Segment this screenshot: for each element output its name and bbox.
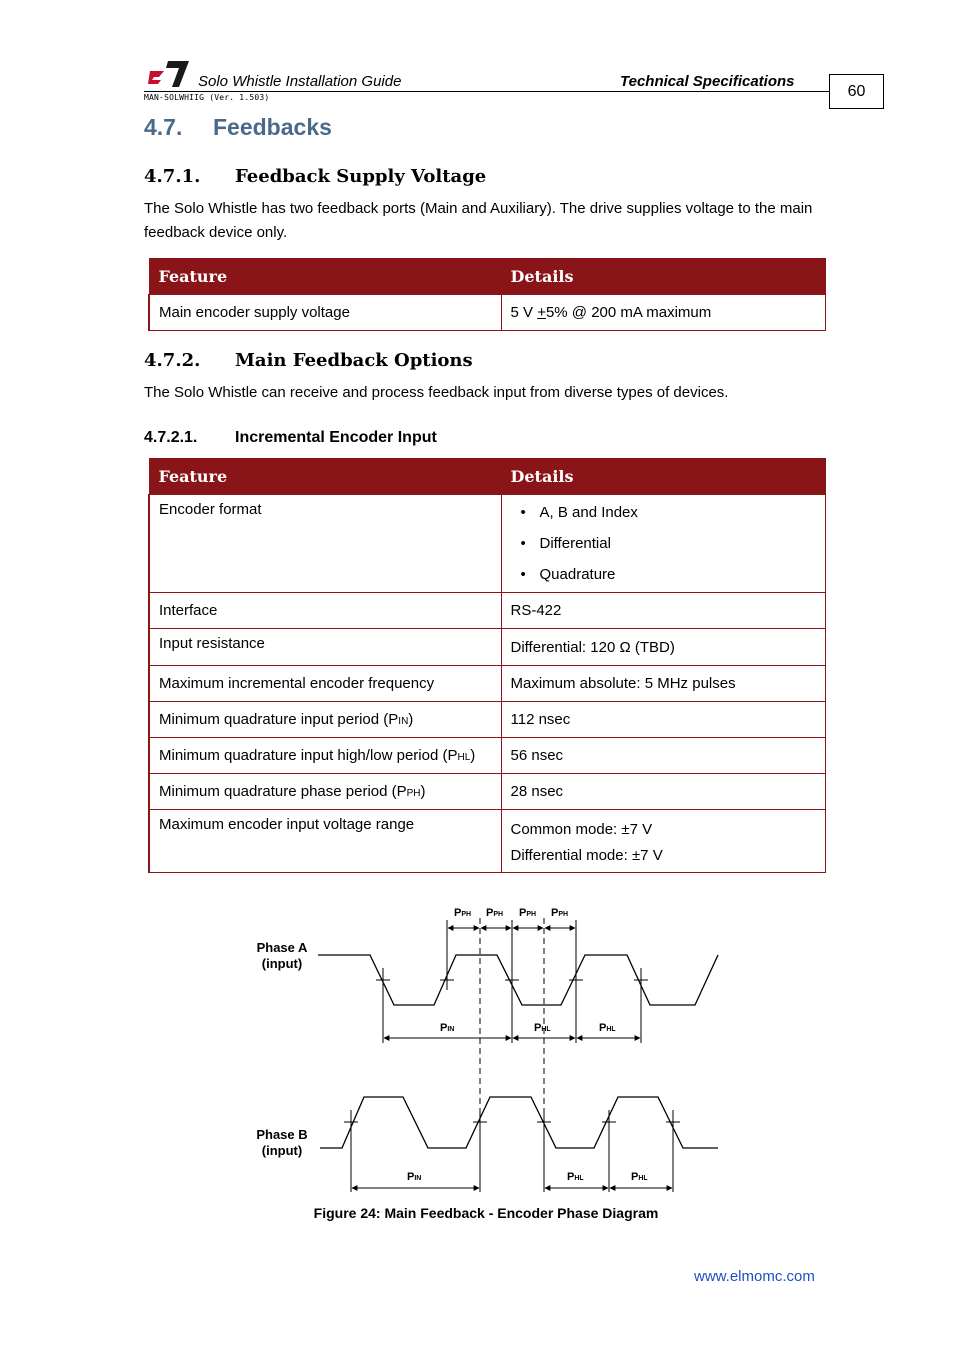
table-row xyxy=(149,629,826,666)
page-number: 60 xyxy=(829,74,884,109)
phase-a-sublabel: (input) xyxy=(261,956,303,971)
feature-text: Minimum quadrature input period (P xyxy=(159,711,399,728)
phl-label: PHL xyxy=(631,1171,648,1183)
subsection-heading-2 xyxy=(144,350,473,371)
figure-caption: Figure 24: Main Feedback - Encoder Phase Diagram xyxy=(313,1205,659,1221)
subsubsection-title: Incremental Encoder Input xyxy=(235,429,437,446)
supply-voltage-table xyxy=(148,258,826,331)
doc-code: MAN-SOLWHIIG (Ver. 1.503) xyxy=(144,93,270,102)
encoder-format-list xyxy=(511,497,817,590)
feature-text: ) xyxy=(408,711,414,728)
pph-label: PPH xyxy=(454,907,472,919)
details-text: 5 V xyxy=(510,304,538,321)
table-row xyxy=(149,666,826,702)
pph-label: PPH xyxy=(519,907,537,919)
encoder-phase-diagram xyxy=(0,890,954,1200)
table-header-feature: Feature xyxy=(149,259,501,295)
table-header-details: Details xyxy=(501,259,826,295)
doc-title: Solo Whistle Installation Guide xyxy=(198,73,402,90)
table-header-details: Details xyxy=(501,459,826,495)
list-item: • A, B and Index xyxy=(511,497,817,528)
details-text: 5% @ 200 mA maximum xyxy=(545,304,712,321)
header-rule xyxy=(144,91,829,92)
subsection-text-2: The Solo Whistle can receive and process feedback input from diverse types of devices. xyxy=(144,384,729,401)
table-header-row xyxy=(149,259,826,295)
table-cell-feature: Input resistance xyxy=(149,629,501,666)
phase-b-waveform xyxy=(320,1097,718,1148)
table-cell-feature xyxy=(149,774,501,810)
section-title: Feedbacks xyxy=(213,114,332,140)
table-cell-details xyxy=(501,295,826,331)
subscript: PH xyxy=(406,788,421,799)
list-item: • Quadrature xyxy=(511,559,817,590)
details-line: Differential mode: ±7 V xyxy=(510,847,663,864)
pph-label: PPH xyxy=(551,907,569,919)
subscript: IN xyxy=(398,716,409,727)
table-cell-feature: Interface xyxy=(149,593,501,629)
phl-label: PHL xyxy=(599,1022,616,1034)
subscript: HL xyxy=(457,752,471,763)
subsection-title-1: Feedback Supply Voltage xyxy=(235,166,487,187)
table-header-row xyxy=(149,459,826,495)
table-header-feature: Feature xyxy=(149,459,501,495)
table-cell-feature: Maximum encoder input voltage range xyxy=(149,810,501,873)
table-cell-feature xyxy=(149,702,501,738)
header-section-title: Technical Specifications xyxy=(620,73,795,90)
section-number: 4.7. xyxy=(144,114,183,140)
subsection-heading-1 xyxy=(144,166,486,187)
pin-label: PIN xyxy=(440,1022,455,1034)
subsubsection-number: 4.7.2.1. xyxy=(144,429,198,446)
table-row xyxy=(149,702,826,738)
table-cell-details: RS-422 xyxy=(501,593,826,629)
plus-minus-sign: + xyxy=(537,304,546,321)
phase-b-label: Phase B xyxy=(256,1127,308,1142)
feature-text: ) xyxy=(420,783,426,800)
table-cell-feature: Main encoder supply voltage xyxy=(149,295,501,331)
feature-text: Minimum quadrature input high/low period (P xyxy=(159,747,458,764)
table-cell-details xyxy=(501,810,826,873)
incremental-encoder-table xyxy=(148,458,826,873)
table-row xyxy=(149,295,826,331)
subsection-number-2: 4.7.2. xyxy=(144,350,201,371)
subsection-text-1: The Solo Whistle has two feedback ports (Main and Auxiliary). The drive supplies voltage to the main feedback device only. xyxy=(144,200,813,241)
table-cell-details: 56 nsec xyxy=(501,738,826,774)
elmo-logo xyxy=(148,57,190,89)
table-row xyxy=(149,810,826,873)
table-row xyxy=(149,738,826,774)
table-cell-details: Differential: 120 Ω (TBD) xyxy=(501,629,826,666)
list-item: • Differential xyxy=(511,528,817,559)
table-row xyxy=(149,774,826,810)
website-link[interactable]: www.elmomc.com xyxy=(694,1268,815,1285)
phl-label: PHL xyxy=(534,1022,551,1034)
subsection-title-2: Main Feedback Options xyxy=(235,350,473,371)
table-row xyxy=(149,495,826,593)
details-line: Common mode: ±7 V xyxy=(510,821,653,838)
table-cell-details: 112 nsec xyxy=(501,702,826,738)
phase-b-sublabel: (input) xyxy=(261,1143,303,1158)
phase-a-label: Phase A xyxy=(256,940,308,955)
pin-label: PIN xyxy=(407,1171,422,1183)
table-row xyxy=(149,593,826,629)
table-cell-details xyxy=(501,495,826,593)
phl-label: PHL xyxy=(567,1171,584,1183)
table-cell-feature xyxy=(149,738,501,774)
table-cell-details: 28 nsec xyxy=(501,774,826,810)
subsection-number-1: 4.7.1. xyxy=(144,166,201,187)
table-cell-feature: Encoder format xyxy=(149,495,501,593)
table-cell-details: Maximum absolute: 5 MHz pulses xyxy=(501,666,826,702)
feature-text: Minimum quadrature phase period (P xyxy=(159,783,407,800)
table-cell-feature: Maximum incremental encoder frequency xyxy=(149,666,501,702)
section-heading xyxy=(144,114,332,141)
pph-label: PPH xyxy=(486,907,504,919)
feature-text: ) xyxy=(470,747,476,764)
subsubsection-heading xyxy=(144,429,437,447)
